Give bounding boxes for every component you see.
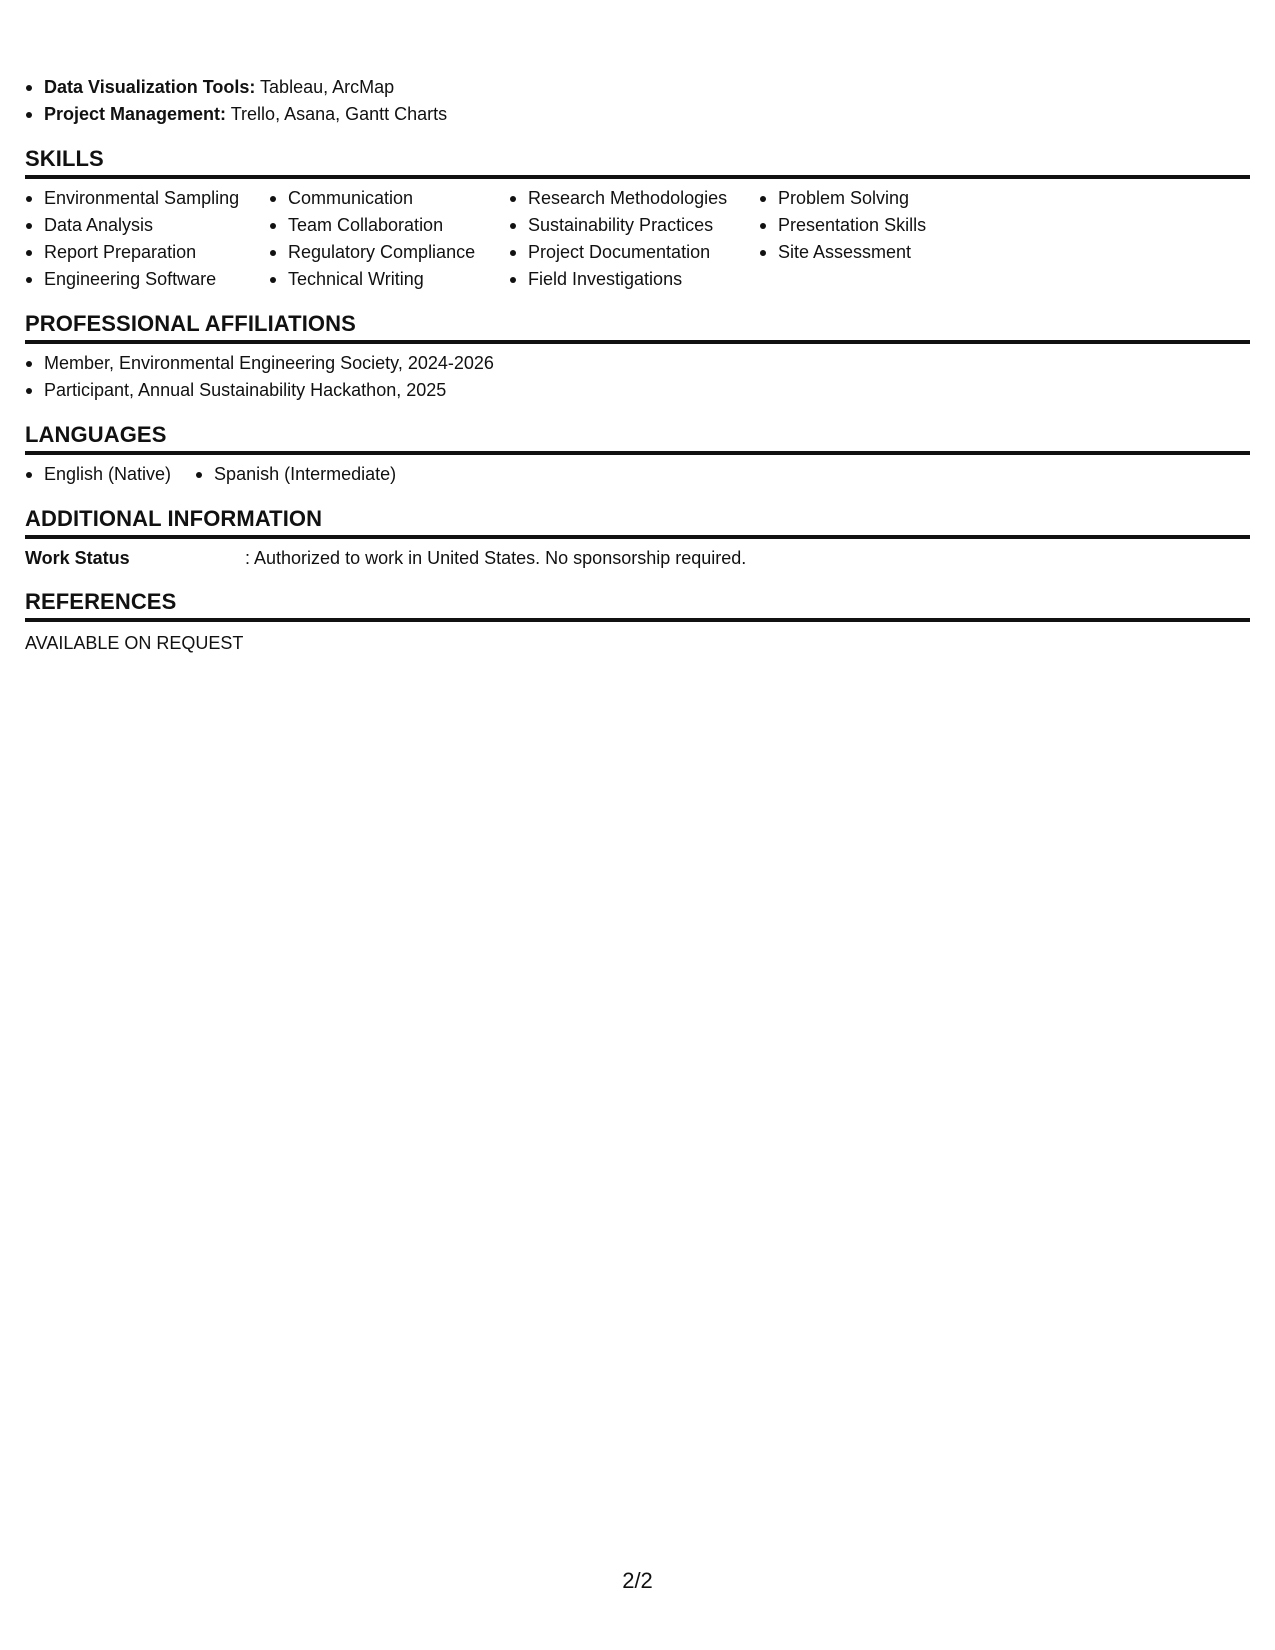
tool-value: Trello, Asana, Gantt Charts — [226, 104, 448, 124]
section-title-languages: LANGUAGES — [25, 422, 1250, 455]
list-item: Research Methodologies — [509, 185, 759, 212]
list-item: Participant, Annual Sustainability Hackathon, 2025 — [25, 377, 1250, 404]
list-item: Site Assessment — [759, 239, 1019, 266]
tool-label: Data Visualization Tools: — [44, 77, 256, 97]
list-item: Spanish (Intermediate) — [195, 461, 396, 488]
skills-column — [509, 185, 759, 293]
section-title-references: REFERENCES — [25, 589, 1250, 622]
list-item: Regulatory Compliance — [269, 239, 509, 266]
skills-section — [25, 146, 1250, 293]
languages-section — [25, 422, 1250, 488]
list-item: Field Investigations — [509, 266, 759, 293]
skills-grid — [25, 185, 1250, 293]
list-item: Data Analysis — [25, 212, 269, 239]
section-title-skills: SKILLS — [25, 146, 1250, 179]
work-status-value: : Authorized to work in United States. No sponsorship required. — [245, 548, 747, 568]
affiliations-list — [25, 350, 1250, 404]
list-item — [25, 74, 1250, 101]
work-status-row — [25, 545, 1250, 571]
page-number: 2/2 — [622, 1568, 653, 1593]
list-item: Report Preparation — [25, 239, 269, 266]
list-item: Engineering Software — [25, 266, 269, 293]
list-item: Technical Writing — [269, 266, 509, 293]
list-item — [25, 101, 1250, 128]
list-item: Presentation Skills — [759, 212, 1019, 239]
tools-list — [25, 74, 1250, 128]
list-item: Member, Environmental Engineering Society, 2024-2026 — [25, 350, 1250, 377]
tool-value: Tableau, ArcMap — [255, 77, 395, 97]
references-text: AVAILABLE ON REQUEST — [25, 633, 244, 653]
list-item: Project Documentation — [509, 239, 759, 266]
skills-column — [25, 185, 269, 293]
section-title-affiliations: PROFESSIONAL AFFILIATIONS — [25, 311, 1250, 344]
languages-list — [25, 461, 1250, 488]
tool-label: Project Management: — [44, 104, 227, 124]
list-item: English (Native) — [25, 461, 171, 488]
additional-info-section — [25, 506, 1250, 571]
list-item: Environmental Sampling — [25, 185, 269, 212]
list-item: Sustainability Practices — [509, 212, 759, 239]
skills-column — [759, 185, 1019, 293]
affiliations-section — [25, 311, 1250, 404]
work-status-label: Work Status — [25, 548, 130, 568]
list-item: Communication — [269, 185, 509, 212]
section-title-additional: ADDITIONAL INFORMATION — [25, 506, 1250, 539]
list-item: Team Collaboration — [269, 212, 509, 239]
list-item: Problem Solving — [759, 185, 1019, 212]
skills-column — [269, 185, 509, 293]
references-section — [25, 589, 1250, 656]
resume-page — [25, 74, 1250, 656]
